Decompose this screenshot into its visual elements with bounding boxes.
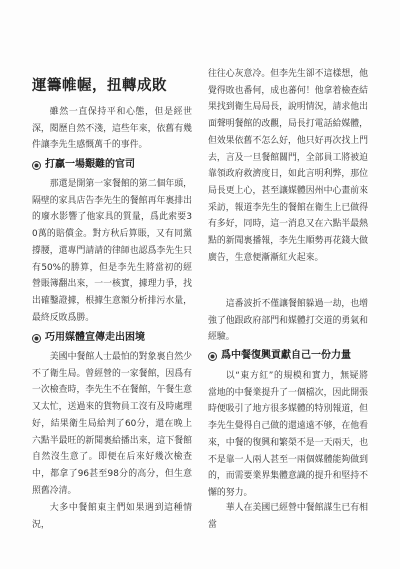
closing-paragraph: 華人在美國已經營中餐館謀生已有相當 xyxy=(208,503,368,530)
section-heading-lawsuit xyxy=(32,157,135,174)
article-title: 運籌帷幄，扭轉成敗 xyxy=(32,78,167,94)
section-heading-text: 打贏一場艱難的官司 xyxy=(45,159,135,170)
continuation-paragraph: 大多中餐館東主們如果遇到這種情況， xyxy=(32,503,192,530)
section-heading-media xyxy=(32,330,145,347)
media-story-paragraph: 往往心灰意冷。但李先生卻不這樣想，他覺得敗也番何，成也蕃何！他拿着檢查結果找到衛生局局長，說明情況，請求他出面聲明餐館的改觀，局長打電話給媒體，但效果依舊不怎么好，他只好再次找上門去，言及一旦餐館關門，全部員工將被迫靠領政府救濟度日，如此言明利弊，那位局長更上心，甚至讓媒體因州中心畫前來采訪，報道李先生的餐館在衛生上已做得有多好，同時，這一消息又在六點半最熱點的新聞裏播報，李先生順勢再花錢大做廣告，生意便漸漸紅火起來。 xyxy=(208,69,368,263)
intro-paragraph: 雖然一直保持平和心態，但是經世深，閱歷自然不淺，這些年來，依舊有幾件讓李先生感慨萬千的事件。 xyxy=(32,107,192,151)
section-heading-revival xyxy=(208,348,351,365)
revival-paragraph: 以“東方紅”的規模和實力，無疑將當地的中餐業提升了一個檔次，因此開張時便吸引了地方很多媒體的特別報道，但李先生覺得自己做的還遠遠不够，在他看來，中餐的復興和繁榮不是一天兩天，也不是靠一人兩人甚至一兩個媒體能夠做到的，而需要業界集體意識的提升和堅持不懈的努力。 xyxy=(208,371,368,498)
double-circle-icon xyxy=(32,161,41,170)
double-circle-icon xyxy=(32,334,41,343)
health-inspection-paragraph: 美國中餐館人士最怕的對象裏自然少不了衛生局。曾經營的一家餐館，因爲有一次檢查時，李先生不在餐館，午餐生意又太忙，送過來的貨物員工沒有及時處理好，結果衛生局給判了60分，還在晚上六點半最旺的新聞裏給播出來，這下餐館自然沒生意了。即便在后來好幾次檢查中，都拿了96甚至98分的高分，但生意照舊冷清。 xyxy=(32,352,192,496)
section-heading-text: 巧用媒體宣傳走出困境 xyxy=(45,332,145,343)
section-heading-text: 爲中餐復興貢獻自己一份力量 xyxy=(221,350,351,361)
double-circle-icon xyxy=(208,352,217,361)
lawsuit-paragraph: 那還是開第一家餐館的第二個年頭，隔壁的家具店告李先生的餐館再年裏排出的廢水影響了他家具的質量，爲此索要30萬的賠償金。對方秋后算賬，又有同黨撐腰，還專門請請的律師也認爲李先生只有50%的勝算，但是李先生將當初的經營賬簿翻出來，一一核實，據理力爭，找出確鑿證據，根據生意額分析排污水量，最終反敗爲勝。 xyxy=(32,179,192,323)
lesson-paragraph: 這番波折不僅讓餐館躲過一劫，也增強了他跟政府部門和媒體打交道的勇氣和經驗。 xyxy=(208,299,368,343)
